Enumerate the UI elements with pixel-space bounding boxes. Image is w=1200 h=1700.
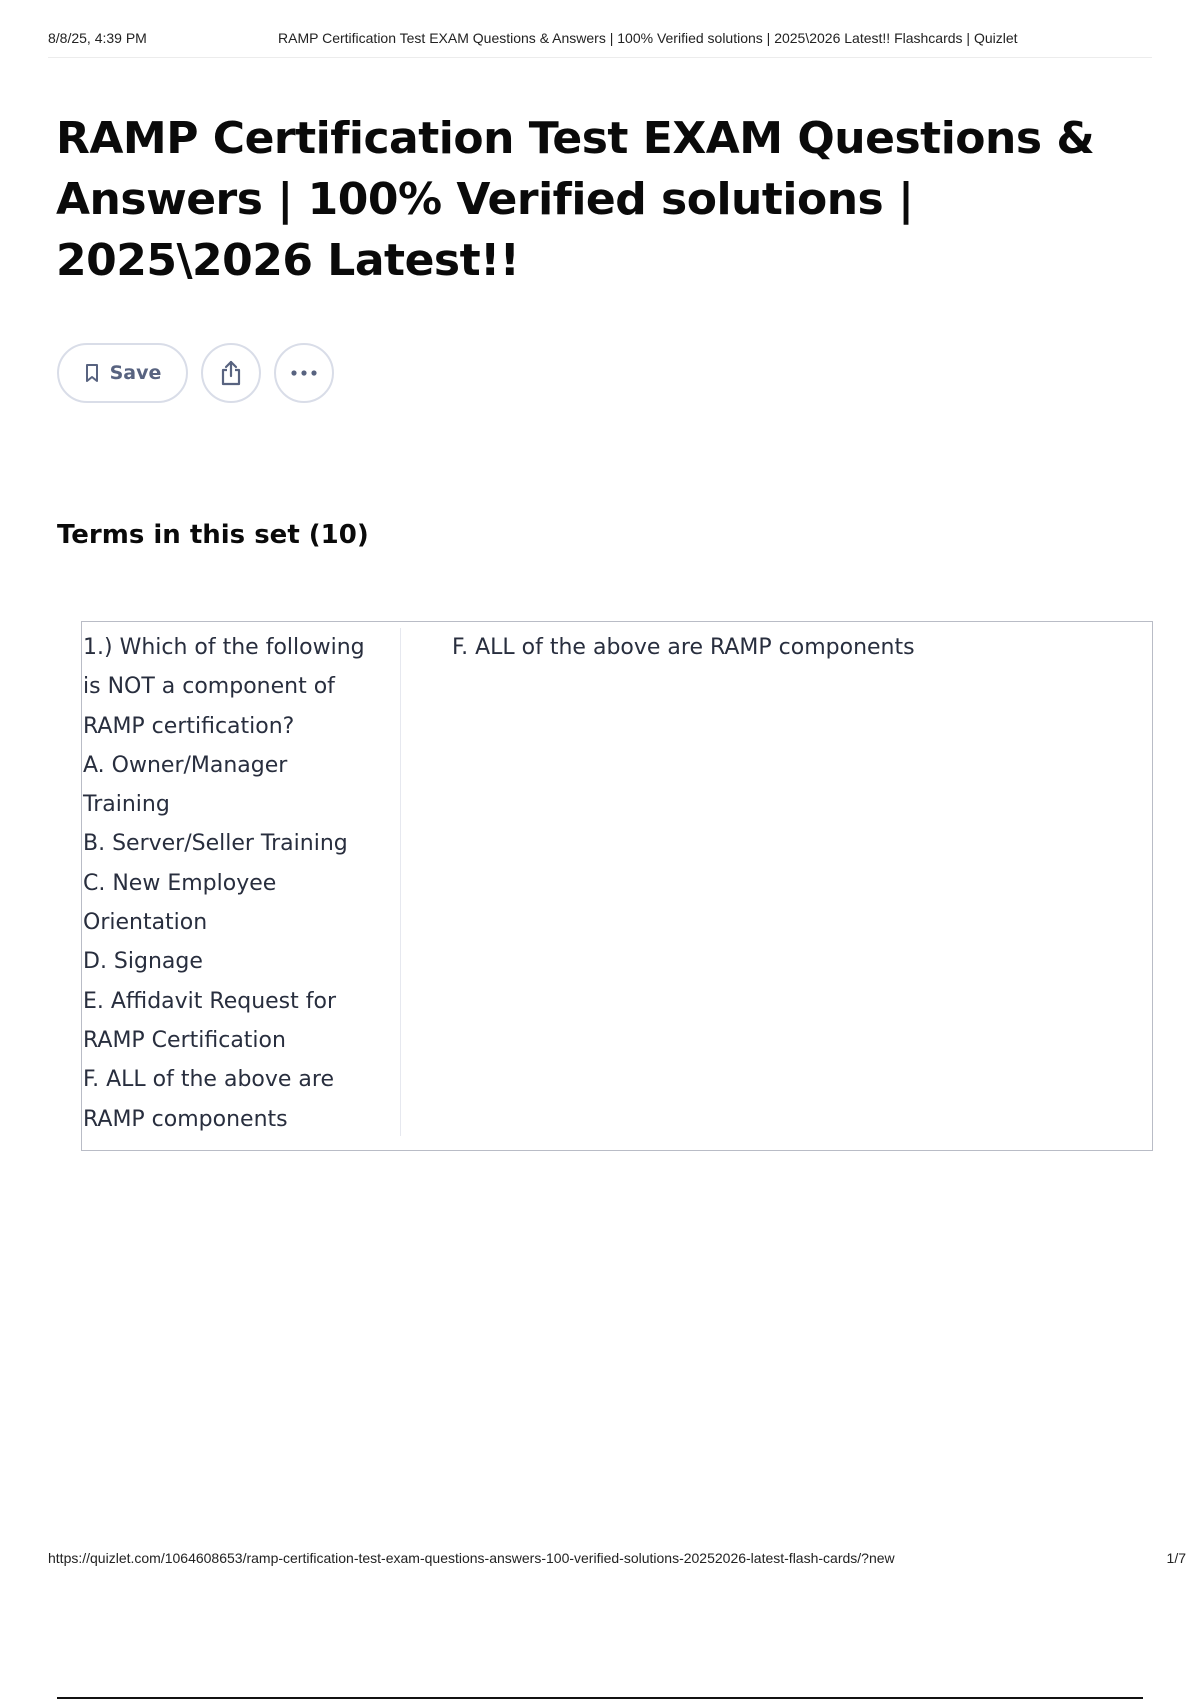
term-line: RAMP Certification [83, 1027, 286, 1053]
save-button-label: Save [109, 362, 162, 384]
card-definition: F. ALL of the above are RAMP components [452, 635, 915, 660]
bookmark-icon [84, 363, 100, 383]
term-line: D. Signage [83, 949, 203, 975]
save-button[interactable] [57, 343, 188, 403]
page-number: 1/7 [1166, 1550, 1186, 1566]
share-icon [219, 360, 243, 386]
term-line: B. Server/Seller Training [83, 831, 348, 857]
term-line: Orientation [83, 910, 208, 936]
term-line: RAMP certification? [83, 713, 295, 739]
more-horizontal-icon [290, 369, 318, 377]
term-line: A. Owner/Manager [83, 752, 288, 778]
share-button[interactable] [201, 343, 261, 403]
print-doc-title: RAMP Certification Test EXAM Questions & Answers | 100% Verified solutions | 2025\2026 Latest!! Flashcards | Quizlet [278, 30, 1018, 46]
card-term [83, 628, 401, 1136]
term-line: F. ALL of the above are [83, 1067, 334, 1093]
term-line: RAMP components [83, 1106, 288, 1132]
term-card [81, 621, 1153, 1151]
term-line: C. New Employee [83, 870, 277, 896]
print-header [48, 30, 1152, 58]
print-datetime: 8/8/25, 4:39 PM [48, 30, 147, 46]
print-url: https://quizlet.com/1064608653/ramp-certification-test-exam-questions-answers-100-verified-solutions-20252026-latest-flash-cards/?new [48, 1550, 895, 1566]
page-title: RAMP Certification Test EXAM Questions & Answers | 100% Verified solutions | 2025\2026 Latest!! [56, 113, 1095, 286]
more-options-button[interactable] [274, 343, 334, 403]
term-line: 1.) Which of the following [83, 635, 365, 660]
page-bottom-divider [57, 1697, 1143, 1699]
term-line: E. Affidavit Request for [83, 988, 337, 1014]
term-line: is NOT a component of [83, 674, 335, 700]
terms-heading: Terms in this set (10) [57, 520, 369, 550]
term-line: Training [83, 792, 170, 818]
